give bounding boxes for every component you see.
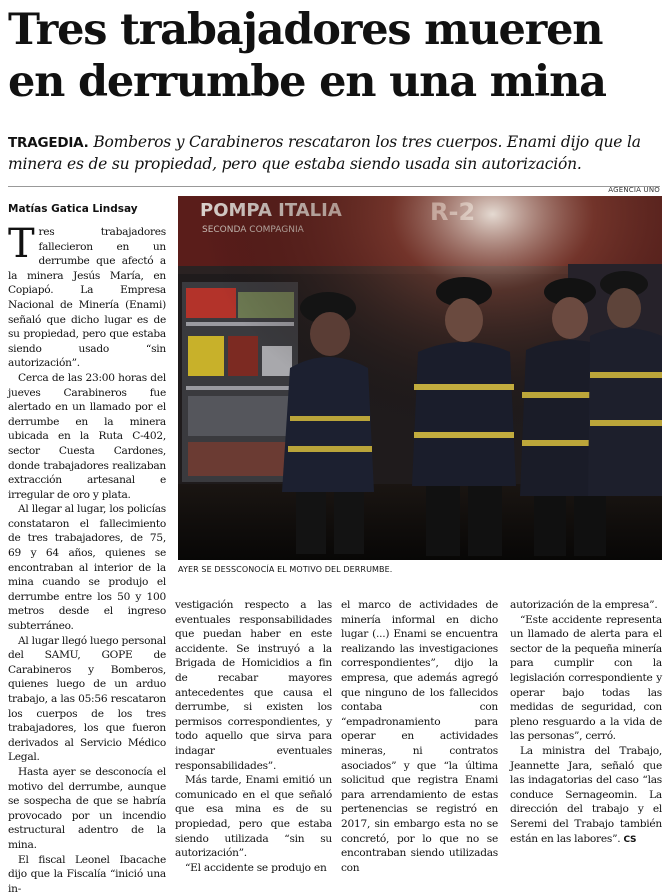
divider (8, 186, 660, 187)
paragraph: vestigación respecto a las eventuales responsabilidades que puedan haber en este accidente. Se instruyó a la Brigada de Homicidios a fin de recabar mayores antecedentes que causa el derrumbe, si existen los permisos correspondientes, y todo aquello que sirva para indagar eventuales responsabilidades”. (175, 599, 332, 772)
paragraph: Cerca de las 23:00 horas del jueves Carabineros fue alertado en un llamado por el derrumbe en la minera ubicada en la Ruta C-402, sector Cuesta Cardones, donde trabajadores realizaban extracción artesanal e irregular de oro y plata. (8, 371, 166, 501)
byline: Matías Gatica Lindsay (8, 203, 138, 215)
paragraph: el marco de actividades de minería informal en dicho lugar (...) Enami se encuentra realizando las investigaciones correspondientes”, dijo la empresa, que además agregó que ninguno de los fallecidos contaba con “empadronamiento para operar en actividades mineras, ni contratos asociados” y que “la última solicitud que registra Enami para arrendamiento de estas pertenencias se registró en 2017, sin embargo esta no se concretó, por lo que no se encontraban siendo utilizadas con (341, 599, 498, 874)
deck-text: Bomberos y Carabineros rescataron los tres cuerpos. Enami dijo que la minera es de su propiedad, pero que estaba siendo usada sin autorización. (8, 133, 641, 173)
paragraph: Al llegar al lugar, los policías constataron el fallecimiento de tres trabajadores, de 75, 69 y 64 años, quienes se encontraban al interior de la mina cuando se produjo el derrumbe entre los 50 y 100 metros desde el ingreso subterráneo. (8, 503, 166, 633)
column-3 (341, 598, 498, 875)
column-4 (510, 598, 662, 847)
photo-credit: AGENCIA UNO (608, 186, 660, 194)
column-1 (8, 221, 166, 896)
paragraph: La ministra del Trabajo, Jeannette Jara, señaló que las indagatorias del caso “las conduce Sernageomin. La dirección del trabajo y el Seremi del Trabajo también están en las labores”. CS (510, 744, 662, 845)
news-photo (178, 196, 662, 560)
paragraph: Tres trabajadores fallecieron en un derrumbe que afectó a la minera Jesús María, en Copiapó. La Empresa Nacional de Minería (Enami) señaló que dicho lugar es de su propiedad, pero que estaba siendo usado “sin autorización”. (8, 221, 166, 370)
dropcap: T (8, 221, 35, 267)
deck (8, 132, 658, 175)
paragraph: Al lugar llegó luego personal del SAMU, GOPE de Carabineros y Bomberos, quienes luego de un arduo trabajo, a las 05:56 rescataron los cuerpos de los tres trabajadores, los que fueron derivados al Servicio Médico Legal. (8, 634, 166, 764)
photo-illustration (178, 196, 662, 560)
paragraph: “El accidente se produjo en (185, 861, 327, 874)
paragraph: El fiscal Leonel Ibacache dijo que la Fiscalía “inició una in- (8, 853, 166, 895)
paragraph: Más tarde, Enami emitió un comunicado en el que señaló que esa mina es de su propiedad, pero que estaba siendo utilizada “sin su autorización”. (175, 774, 332, 860)
deck-kicker: TRAGEDIA. (8, 135, 89, 151)
paragraph: “Este accidente representa un llamado de alerta para el sector de la pequeña minería para cumplir con la legislación correspondiente y operar bajo todas las medidas de seguridad, con pleno resguardo a la vida de las personas”, cerró. (510, 613, 662, 743)
paragraph: autorización de la empresa”. (510, 599, 658, 611)
column-2 (175, 598, 332, 875)
photo-caption: AYER SE DESSCONOCÍA EL MOTIVO DEL DERRUMBE. (178, 565, 393, 574)
headline: Tres trabajadores mueren en derrumbe en una mina (8, 5, 606, 107)
end-mark: CS (623, 834, 637, 845)
paragraph: Hasta ayer se desconocía el motivo del derrumbe, aunque se sospecha de que se habría provocado por un incendio estructural adentro de la mina. (8, 765, 166, 851)
